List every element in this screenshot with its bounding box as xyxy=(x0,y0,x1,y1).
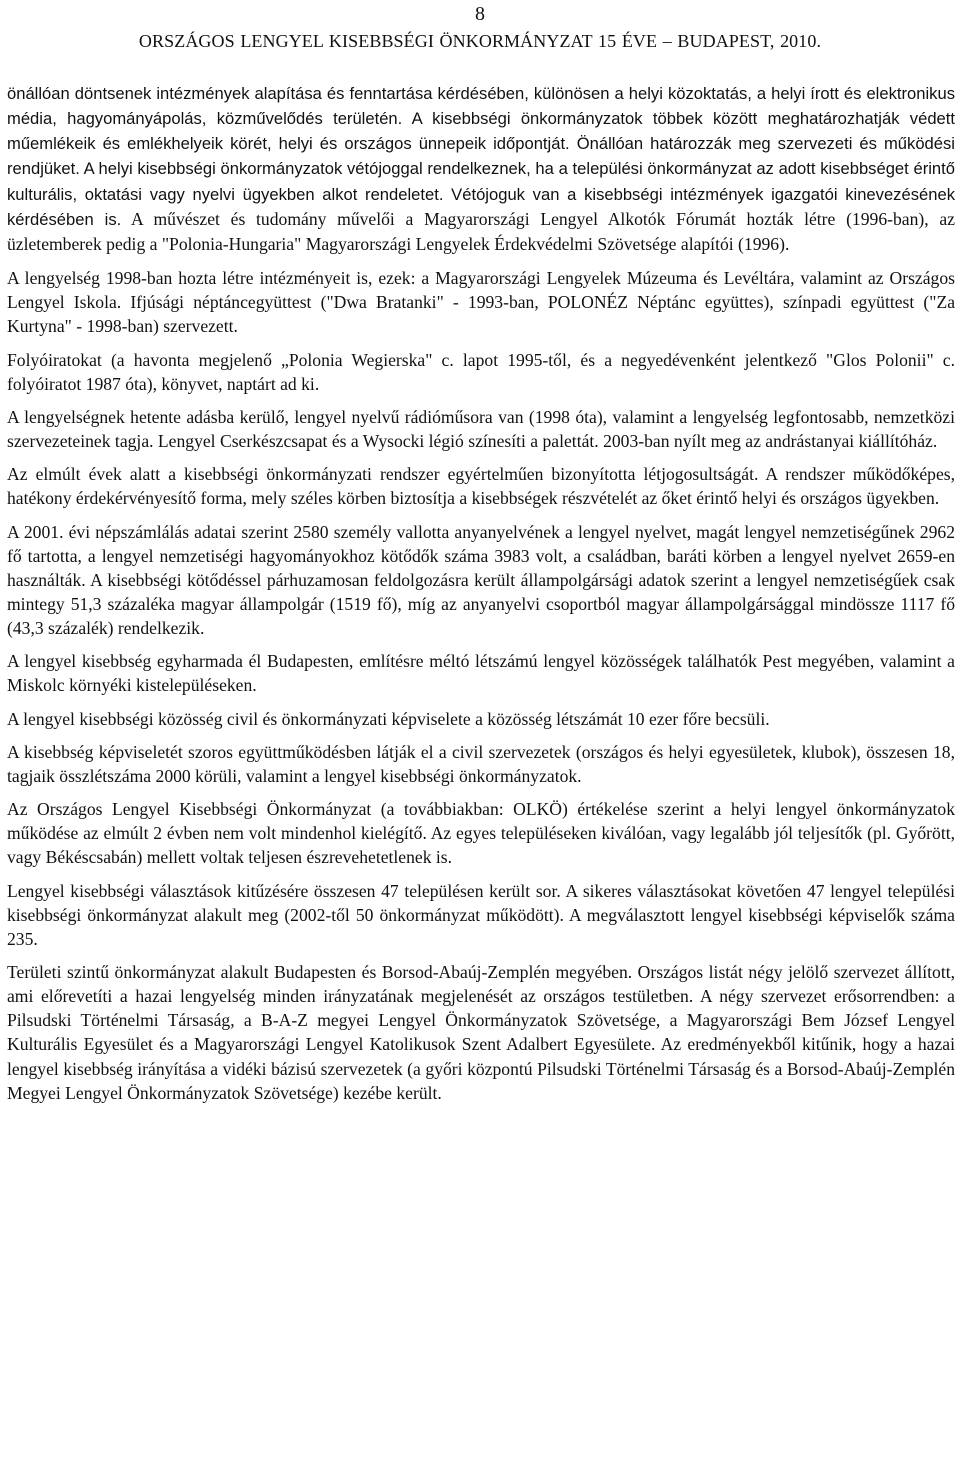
paragraph-census: A 2001. évi népszámlálás adatai szerint 2580 személy vallotta anyanyelvének a lengyel nyelvet, magát lengyel nemzetiségűnek 2962 fő tartotta, a lengyel nemzetiségi hagyományokhoz kötődők száma 3983 volt, a családban, baráti körben a lengyel nyelvet 2659-en használták. A kisebbségi kötődéssel párhuzamosan feldolgozásra került állampolgársági adatok szerint a lengyel nemzetiségűek csak mintegy 51,3 százaléka magyar állampolgár (1519 fő), míg az anyanyelvi csoportból magyar állampolgársággal mindössze 1117 fő (43,3 százalék) rendelkezik. xyxy=(7,521,955,639)
paragraph-radio: A lengyelségnek hetente adásba kerülő, lengyel nyelvű rádióműsora van (1998 óta), valamint a lengyelség legfontosabb, nemzetközi szervezeteinek tagja. Lengyel Cserkészcsapat és a Wysocki légió színesíti a palettát. 2003-ban nyílt meg az andrástanyai kiállítóház. xyxy=(7,406,955,452)
paragraph-community-estimate: A lengyel kisebbségi közösség civil és önkormányzati képviselete a közösség létszámát 10 ezer főre becsüli. xyxy=(7,708,770,729)
paragraph-institutions: A lengyelség 1998-ban hozta létre intézményeit is, ezek: a Magyarországi Lengyelek Múzeuma és Levéltára, valamint az Országos Lengyel Iskola. Ifjúsági néptáncegyüttest ("Dwa Bratanki" - 1993-ban, POLONÉZ Néptánc együttes), színpadi együttest ("Za Kurtyna" - 1998-ban) szervezett. xyxy=(7,268,955,337)
paragraph-sans-segment: önállóan döntsenek intézmények alapítása és fenntartása kérdésében, különösen a helyi közoktatás, a helyi írott és elektronikus média, hagyományápolás, közművelődés területén. A kisebbségi önkormányzatok többek között meghatározhatják védett műemlékeik és emlékhelyeik körét, helyi és országos ünnepeik időpontját. Önállóan határozzák meg szervezeti és működési rendjüket. A helyi kisebbségi önkormányzatok vétójoggal rendelkeznek, ha a települési önkormányzat az adott kisebbséget érintő kulturális, oktatási vagy nyelvi ügyekben alkot rendeletet. Vétójoguk van a kisebbségi intézmények igazgatói kinevezésének kérdésében is. xyxy=(7,84,955,229)
paragraph-regional-governments: Területi szintű önkormányzat alakult Budapesten és Borsod-Abaúj-Zemplén megyében. Országos listát négy jelölő szervezet állított, ami előrevetíti a hazai lengyelség minden irányzatának megjelenését az országos testületben. A négy szervezet erősorrendben: a Pilsudski Történelmi Társaság, a B-A-Z megyei Lengyel Önkormányzatok Szövetsége, a Magyarországi Bem József Lengyel Kulturális Egyesület és a Magyarországi Lengyel Katolikusok Szent Adalbert Egyesülete. Az eredményekből kitűnik, hogy a hazai lengyel kisebbség irányítása a vidéki bázisú szervezetek (a győri központú Pilsudski Történelmi Társaság és a Borsod-Abaúj-Zemplén Megyei Lengyel Önkormányzatok Szövetsége) kezébe került. xyxy=(7,962,955,1103)
body-text xyxy=(7,81,955,1105)
paragraph-periodicals: Folyóiratokat (a havonta megjelenő „Polonia Wegierska" c. lapot 1995-től, és a negyedévenként jelentkező "Glos Polonii" c. folyóiratot 1987 óta), könyvet, naptárt ad ki. xyxy=(7,349,955,394)
paragraph-elections: Lengyel kisebbségi választások kitűzésére összesen 47 településen került sor. A sikeres választásokat követően 47 lengyel települési kisebbségi önkormányzat alakult meg (2002-től 50 önkormányzat működött). A megválasztott lengyel kisebbségi képviselők száma 235. xyxy=(7,880,955,949)
page-number: 8 xyxy=(475,3,485,25)
paragraph-serif-segment: A művészet és tudomány művelői a Magyarországi Lengyel Alkotók Fórumát hozták létre (1996-ban), az üzletemberek pedig a "Polonia-Hungaria" Magyarországi Lengyelek Érdekvédelmi Szövetsége alapítói (1996). xyxy=(7,208,955,254)
paragraph-distribution: A lengyel kisebbség egyharmada él Budapesten, említésre méltó létszámú lengyel közösségek találhatók Pest megyében, valamint a Miskolc környéki kistelepüléseken. xyxy=(7,651,955,696)
paragraph-olko-evaluation: Az Országos Lengyel Kisebbségi Önkormányzat (a továbbiakban: OLKÖ) értékelése szerint a helyi lengyel önkormányzatok működése az elmúlt 2 évben nem volt mindenhol kielégítő. Az egyes településeken kiválóan, vagy legalább jól teljesítők (pl. Győrött, vagy Békéscsabán) mellett voltak teljesen észrevehetetlenek is. xyxy=(7,799,955,868)
paragraph-minority-rights xyxy=(7,81,955,256)
running-header: ORSZÁGOS LENGYEL KISEBBSÉGI ÖNKORMÁNYZAT 15 ÉVE – BUDAPEST, 2010. xyxy=(138,31,822,51)
paragraph-system-assessment: Az elmúlt évek alatt a kisebbségi önkormányzati rendszer egyértelműen bizonyította létjogosultságát. A rendszer működőképes, hatékony érdekérvényesítő forma, mely széles körben biztosítja a kisebbségek részvételét az őket érintő helyi és országos ügyekben. xyxy=(7,464,955,509)
paragraph-civil-organizations: A kisebbség képviseletét szoros együttműködésben látják el a civil szervezetek (országos és helyi egyesületek, klubok), összesen 18, tagjaik összlétszáma 2000 körüli, valamint a lengyel kisebbségi önkormányzatok. xyxy=(7,741,955,786)
